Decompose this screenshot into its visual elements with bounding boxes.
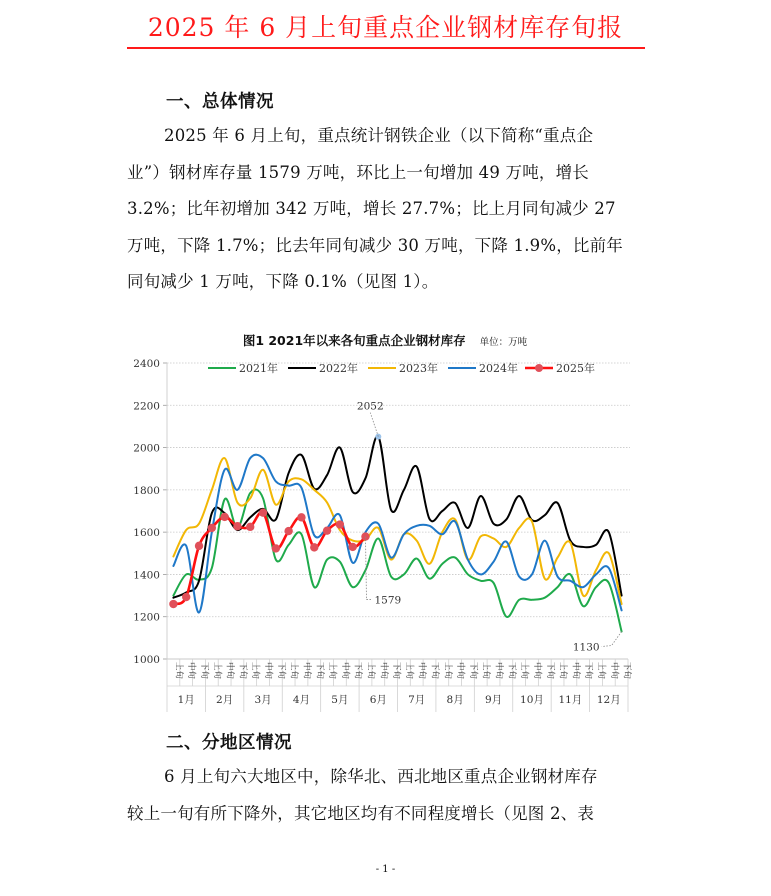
x-dekad-label: 中旬	[608, 662, 619, 680]
x-dekad-label: 中旬	[570, 662, 581, 680]
series-marker	[336, 520, 344, 528]
paragraph-line: 3.2%；比年初增加 342 万吨，增长 27.7%；比上月同旬减少 27	[127, 199, 616, 218]
legend-label: 2024年	[479, 362, 518, 375]
series-marker	[259, 508, 267, 516]
x-dekad-label: 中旬	[378, 662, 389, 680]
paragraph-line: 同旬减少 1 万吨，下降 0.1%（见图 1）。	[127, 272, 439, 291]
x-dekad-label: 中旬	[493, 662, 504, 680]
y-tick-label: 1000	[133, 654, 160, 666]
series-marker	[195, 542, 203, 550]
x-dekad-label: 下旬	[237, 662, 248, 680]
section-heading-regional: 二、分地区情况	[166, 733, 292, 753]
x-dekad-label: 下旬	[391, 662, 402, 680]
x-dekad-label: 下旬	[314, 662, 325, 680]
annotation-label: 1579	[374, 594, 402, 607]
x-dekad-label: 上旬	[365, 662, 376, 680]
x-dekad-label: 上旬	[442, 662, 453, 680]
x-dekad-label: 下旬	[467, 662, 478, 680]
chart-title	[120, 331, 650, 349]
series-marker	[246, 523, 254, 531]
x-month-label: 3月	[254, 694, 272, 706]
annotation-leader	[370, 413, 378, 437]
peak-marker	[375, 434, 381, 440]
y-tick-label: 1200	[133, 611, 160, 624]
chart-unit-label: 单位：万吨	[479, 337, 528, 348]
x-dekad-label: 下旬	[429, 662, 440, 680]
x-dekad-label: 中旬	[186, 662, 197, 680]
figure-1-chart	[120, 322, 650, 717]
series-marker	[233, 522, 241, 530]
legend-label: 2023年	[399, 362, 438, 375]
x-dekad-label: 下旬	[506, 662, 517, 680]
y-tick-label: 1800	[133, 484, 160, 497]
section-heading-overall: 一、总体情况	[166, 92, 274, 112]
line-chart-plot	[120, 322, 650, 717]
series-line-2023	[173, 458, 621, 604]
overall-paragraph	[127, 118, 647, 301]
x-month-label: 9月	[484, 694, 503, 706]
series-marker	[208, 524, 216, 532]
x-month-label: 7月	[408, 694, 426, 706]
x-dekad-label: 上旬	[250, 662, 261, 680]
series-marker	[310, 543, 318, 551]
x-dekad-label: 中旬	[224, 662, 235, 680]
x-dekad-label: 中旬	[301, 662, 312, 680]
x-dekad-label: 下旬	[621, 662, 632, 680]
legend-label: 2025年	[556, 362, 595, 375]
x-dekad-label: 上旬	[480, 662, 491, 680]
paragraph-line: 6 月上旬六大地区中，除华北、西北地区重点企业钢材库存	[164, 767, 598, 786]
x-dekad-label: 中旬	[416, 662, 427, 680]
x-dekad-label: 上旬	[557, 662, 568, 680]
series-marker	[220, 513, 228, 521]
y-tick-label: 2000	[133, 442, 160, 455]
series-marker	[323, 526, 331, 534]
x-dekad-label: 下旬	[544, 662, 555, 680]
x-month-label: 4月	[292, 694, 311, 706]
annotation-label: 1130	[572, 641, 600, 654]
series-marker	[272, 544, 280, 552]
x-dekad-label: 上旬	[403, 662, 414, 680]
x-dekad-label: 下旬	[275, 662, 286, 680]
paragraph-line: 万吨，下降 1.7%；比去年同旬减少 30 万吨，下降 1.9%，比前年	[127, 235, 624, 255]
annotation-leader	[602, 632, 622, 647]
chart-title-text: 图1 2021年以来各旬重点企业钢材库存	[242, 333, 466, 348]
x-dekad-label: 中旬	[455, 662, 466, 680]
x-dekad-label: 中旬	[339, 662, 350, 680]
x-month-label: 11月	[558, 694, 583, 706]
page-number: - 1 -	[375, 864, 396, 875]
paragraph-line: 较上一旬有所下降外，其它地区均有不同程度增长（见图 2、表	[127, 803, 595, 823]
y-tick-label: 2400	[133, 358, 160, 370]
x-month-label: 12月	[596, 694, 621, 706]
series-line-2021	[173, 490, 621, 632]
x-month-label: 2月	[216, 694, 234, 706]
x-month-label: 10月	[520, 694, 544, 706]
x-month-label: 5月	[331, 694, 349, 706]
x-dekad-label: 下旬	[199, 662, 210, 680]
x-dekad-label: 上旬	[595, 662, 606, 680]
title-divider	[127, 47, 645, 49]
series-line-2022	[173, 436, 621, 598]
y-tick-label: 1600	[133, 527, 160, 540]
x-dekad-label: 上旬	[327, 662, 338, 680]
series-marker	[284, 527, 292, 535]
x-dekad-label: 下旬	[352, 662, 363, 680]
x-dekad-label: 上旬	[288, 662, 299, 680]
x-dekad-label: 下旬	[583, 662, 594, 680]
x-dekad-label: 中旬	[531, 662, 542, 680]
regional-paragraph	[127, 759, 647, 832]
x-dekad-label: 中旬	[263, 662, 274, 680]
paragraph-line: 2025 年 6 月上旬，重点统计钢铁企业（以下简称“重点企	[164, 126, 594, 145]
x-month-label: 1月	[177, 694, 195, 706]
x-dekad-label: 上旬	[519, 662, 530, 680]
y-tick-label: 2200	[133, 400, 160, 413]
y-tick-label: 1400	[133, 569, 160, 582]
legend-label: 2021年	[239, 362, 278, 375]
legend-marker	[535, 364, 543, 372]
x-dekad-label: 上旬	[173, 662, 184, 680]
series-marker	[348, 543, 356, 551]
series-marker	[182, 593, 190, 601]
series-marker	[297, 513, 305, 521]
x-month-label: 6月	[369, 694, 387, 706]
paragraph-line: 业”）钢材库存量 1579 万吨，环比上一旬增加 49 万吨，增长	[127, 162, 590, 182]
x-month-label: 8月	[446, 694, 464, 706]
x-dekad-label: 上旬	[211, 662, 222, 680]
legend-label: 2022年	[319, 362, 358, 375]
series-marker	[169, 600, 177, 608]
annotation-label: 2052	[356, 400, 384, 413]
document-title: 2025 年 6 月上旬重点企业钢材库存旬报	[147, 13, 624, 42]
